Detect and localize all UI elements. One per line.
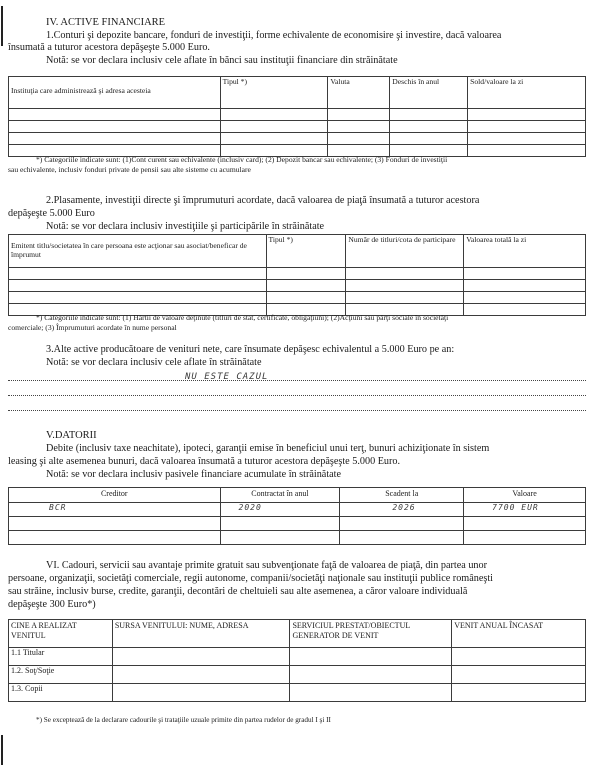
table-cell[interactable]: [9, 517, 221, 531]
table-cell[interactable]: [328, 133, 390, 145]
paragraph-plasamente-line2: depăşeşte 5.000 Euro: [8, 208, 95, 219]
table-cell[interactable]: [452, 648, 586, 666]
table-cell[interactable]: [328, 121, 390, 133]
footnote-conturi-line2: sau echivalente, inclusiv fonduri private de pensii sau alte sisteme cu acumulare: [8, 165, 251, 174]
fill-line: [8, 395, 586, 396]
table-header-row: [9, 235, 586, 268]
footnote-cadouri: *) Se exceptează de la declarare cadourile şi trataţiile uzuale primite din partea rudelor de gradul I şi II: [36, 716, 331, 724]
handwritten-nu-este-cazul: NU ESTE CAZUL: [185, 372, 269, 382]
table-cell[interactable]: [290, 666, 452, 684]
table-cell[interactable]: [468, 121, 586, 133]
col-header-scadent: Scadent la: [340, 488, 464, 503]
paragraph-plasamente-line1: 2.Plasamente, investiţii directe şi împrumuturi acordate, dacă valoarea de piaţă însumată a tuturor acestora: [46, 195, 480, 206]
table-cell[interactable]: [112, 684, 290, 702]
footnote-plasamente-line2: comerciale; (3) Împrumuturi acordate în nume personal: [8, 323, 177, 332]
col-header-tipul: Tipul *): [220, 77, 328, 109]
table-plasamente: [8, 234, 586, 316]
table-cell-sot-sotie: 1.2. Soţ/Soţie: [9, 666, 113, 684]
table-cell[interactable]: [468, 133, 586, 145]
footnote-plasamente-line1: *) Categoriile indicate sunt: (1) Hârtii de valoare deţinute (titluri de stat, certificate, obligaţiuni); (2)Acţiuni sau părţi sociale în societăţi: [36, 313, 449, 322]
table-cell[interactable]: 2020: [220, 503, 340, 517]
paragraph-datorii-line2: leasing şi alte asemenea bunuri, dacă valoarea însumată a tuturor acestora depăşeşte 5.000 Euro.: [8, 456, 401, 467]
table-cell[interactable]: [346, 280, 464, 292]
table-row: [9, 268, 586, 280]
col-header-creditor: Creditor: [9, 488, 221, 503]
col-header-tipul: Tipul *): [266, 235, 346, 268]
table-cadouri: [8, 619, 586, 702]
table-header-row: [9, 77, 586, 109]
table-cell[interactable]: [464, 280, 586, 292]
table-cell[interactable]: [112, 666, 290, 684]
col-header-contractat: Contractat în anul: [220, 488, 340, 503]
table-row: [9, 503, 586, 517]
table-cell[interactable]: [464, 304, 586, 316]
table-cell[interactable]: 7700 EUR: [464, 503, 586, 517]
note-datorii: Notă: se vor declara inclusiv pasivele financiare acumulate în străinătate: [46, 469, 342, 480]
table-cell[interactable]: [390, 121, 468, 133]
table-cell[interactable]: [220, 121, 328, 133]
table-cell[interactable]: [464, 517, 586, 531]
paragraph-cadouri-line4: depăşeşte 300 Euro*): [8, 599, 96, 610]
table-conturi: [8, 76, 586, 157]
table-row: [9, 280, 586, 292]
col-header-valoare: Valoare: [464, 488, 586, 503]
section-heading-active-financiare: IV. ACTIVE FINANCIARE: [46, 17, 166, 28]
table-cell[interactable]: [9, 280, 267, 292]
paragraph-cadouri-line3: sau străine, inclusiv burse, credite, garanţii, decontări de cheltuieli sau alte asemenea, a căror valoare individuală: [8, 586, 468, 597]
table-row: [9, 292, 586, 304]
section-heading-datorii: V.DATORII: [46, 430, 97, 441]
note-alte-active: Notă: se vor declara inclusiv cele aflate în străinătate: [46, 357, 262, 368]
table-cell[interactable]: [340, 517, 464, 531]
col-header-cine-a-realizat: CINE A REALIZAT VENITUL: [9, 620, 113, 648]
table-cell[interactable]: [346, 292, 464, 304]
table-cell[interactable]: [464, 268, 586, 280]
table-cell[interactable]: [9, 133, 221, 145]
table-row: [9, 121, 586, 133]
table-cell[interactable]: [390, 109, 468, 121]
table-row: [9, 109, 586, 121]
table-cell[interactable]: [266, 280, 346, 292]
table-header-row: [9, 620, 586, 648]
table-cell[interactable]: [290, 648, 452, 666]
table-cell[interactable]: [452, 666, 586, 684]
table-row: [9, 531, 586, 545]
table-datorii: [8, 487, 586, 545]
table-cell-copii: 1.3. Copii: [9, 684, 113, 702]
table-cell[interactable]: [9, 292, 267, 304]
fill-line: [8, 410, 586, 411]
paragraph-datorii-line1: Debite (inclusiv taxe neachitate), ipoteci, garanţii emise în beneficiul unui terţ, bunuri achiziţionate în sistem: [46, 443, 490, 454]
col-header-institutia: Instituţia care administrează şi adresa acesteia: [9, 77, 221, 109]
table-cell[interactable]: [112, 648, 290, 666]
table-cell[interactable]: [9, 268, 267, 280]
margin-mark: [1, 6, 3, 46]
table-cell[interactable]: [9, 531, 221, 545]
table-row: [9, 684, 586, 702]
col-header-venit-anual: VENIT ANUAL ÎNCASAT: [452, 620, 586, 648]
table-header-row: [9, 488, 586, 503]
paragraph-conturi-line1: 1.Conturi şi depozite bancare, fonduri de investiţii, forme echivalente de economisire şi investire, dacă valoarea: [46, 30, 502, 41]
col-header-valuta: Valuta: [328, 77, 390, 109]
table-cell[interactable]: [220, 531, 340, 545]
table-cell[interactable]: [452, 684, 586, 702]
paragraph-alte-active: 3.Alte active producătoare de venituri nete, care însumate depăşesc echivalentul a 5.000 Euro pe an:: [46, 344, 455, 355]
paragraph-conturi-line2: însumată a tuturor acestora depăşeşte 5.000 Euro.: [8, 42, 210, 53]
table-row: [9, 133, 586, 145]
table-cell[interactable]: [220, 109, 328, 121]
table-cell[interactable]: [390, 133, 468, 145]
table-row: [9, 648, 586, 666]
col-header-sursa-venitului: SURSA VENITULUI: NUME, ADRESA: [112, 620, 290, 648]
col-header-serviciul-prestat: SERVICIUL PRESTAT/OBIECTUL GENERATOR DE VENIT: [290, 620, 452, 648]
note-conturi: Notă: se vor declara inclusiv cele aflate în bănci sau instituţii financiare din străinătate: [46, 55, 398, 66]
table-cell-titular: 1.1 Titular: [9, 648, 113, 666]
table-cell[interactable]: [9, 109, 221, 121]
note-plasamente: Notă: se vor declara inclusiv investiţiile şi participările în străinătate: [46, 221, 325, 232]
paragraph-cadouri-line1: VI. Cadouri, servicii sau avantaje primite gratuit sau subvenţionate faţă de valoarea de piaţă, din partea unor: [46, 560, 488, 571]
table-cell[interactable]: [340, 531, 464, 545]
col-header-sold: Sold/valoare la zi: [468, 77, 586, 109]
table-cell[interactable]: [220, 517, 340, 531]
col-header-numar-titluri: Număr de titluri/cota de participare: [346, 235, 464, 268]
fill-line: [8, 380, 586, 381]
margin-mark: [1, 735, 3, 765]
paragraph-cadouri-line2: persoane, organizaţii, societăţi comerciale, regii autonome, companii/societăţi naţionale sau instituţii publice româneşti: [8, 573, 493, 584]
table-cell[interactable]: [468, 109, 586, 121]
table-cell[interactable]: [9, 121, 221, 133]
table-cell[interactable]: [220, 133, 328, 145]
col-header-valoarea-totala: Valoarea totală la zi: [464, 235, 586, 268]
table-cell[interactable]: [266, 292, 346, 304]
table-cell[interactable]: [290, 684, 452, 702]
table-cell[interactable]: [346, 268, 464, 280]
col-header-emitent: Emitent titlu/societatea în care persoana este acţionar sau asociat/beneficar de împrumut: [9, 235, 267, 268]
col-header-deschis: Deschis în anul: [390, 77, 468, 109]
table-row: [9, 517, 586, 531]
table-cell[interactable]: [464, 292, 586, 304]
table-cell[interactable]: 2026: [340, 503, 464, 517]
table-cell[interactable]: [468, 145, 586, 157]
table-cell[interactable]: BCR: [9, 503, 221, 517]
table-cell[interactable]: [328, 109, 390, 121]
footnote-conturi-line1: *) Categoriile indicate sunt: (1)Cont curent sau echivalente (inclusiv card); (2) Depozit bancar sau echivalente; (3) Fonduri de investiţii: [36, 155, 448, 164]
table-cell[interactable]: [266, 268, 346, 280]
table-cell[interactable]: [464, 531, 586, 545]
table-row: [9, 666, 586, 684]
